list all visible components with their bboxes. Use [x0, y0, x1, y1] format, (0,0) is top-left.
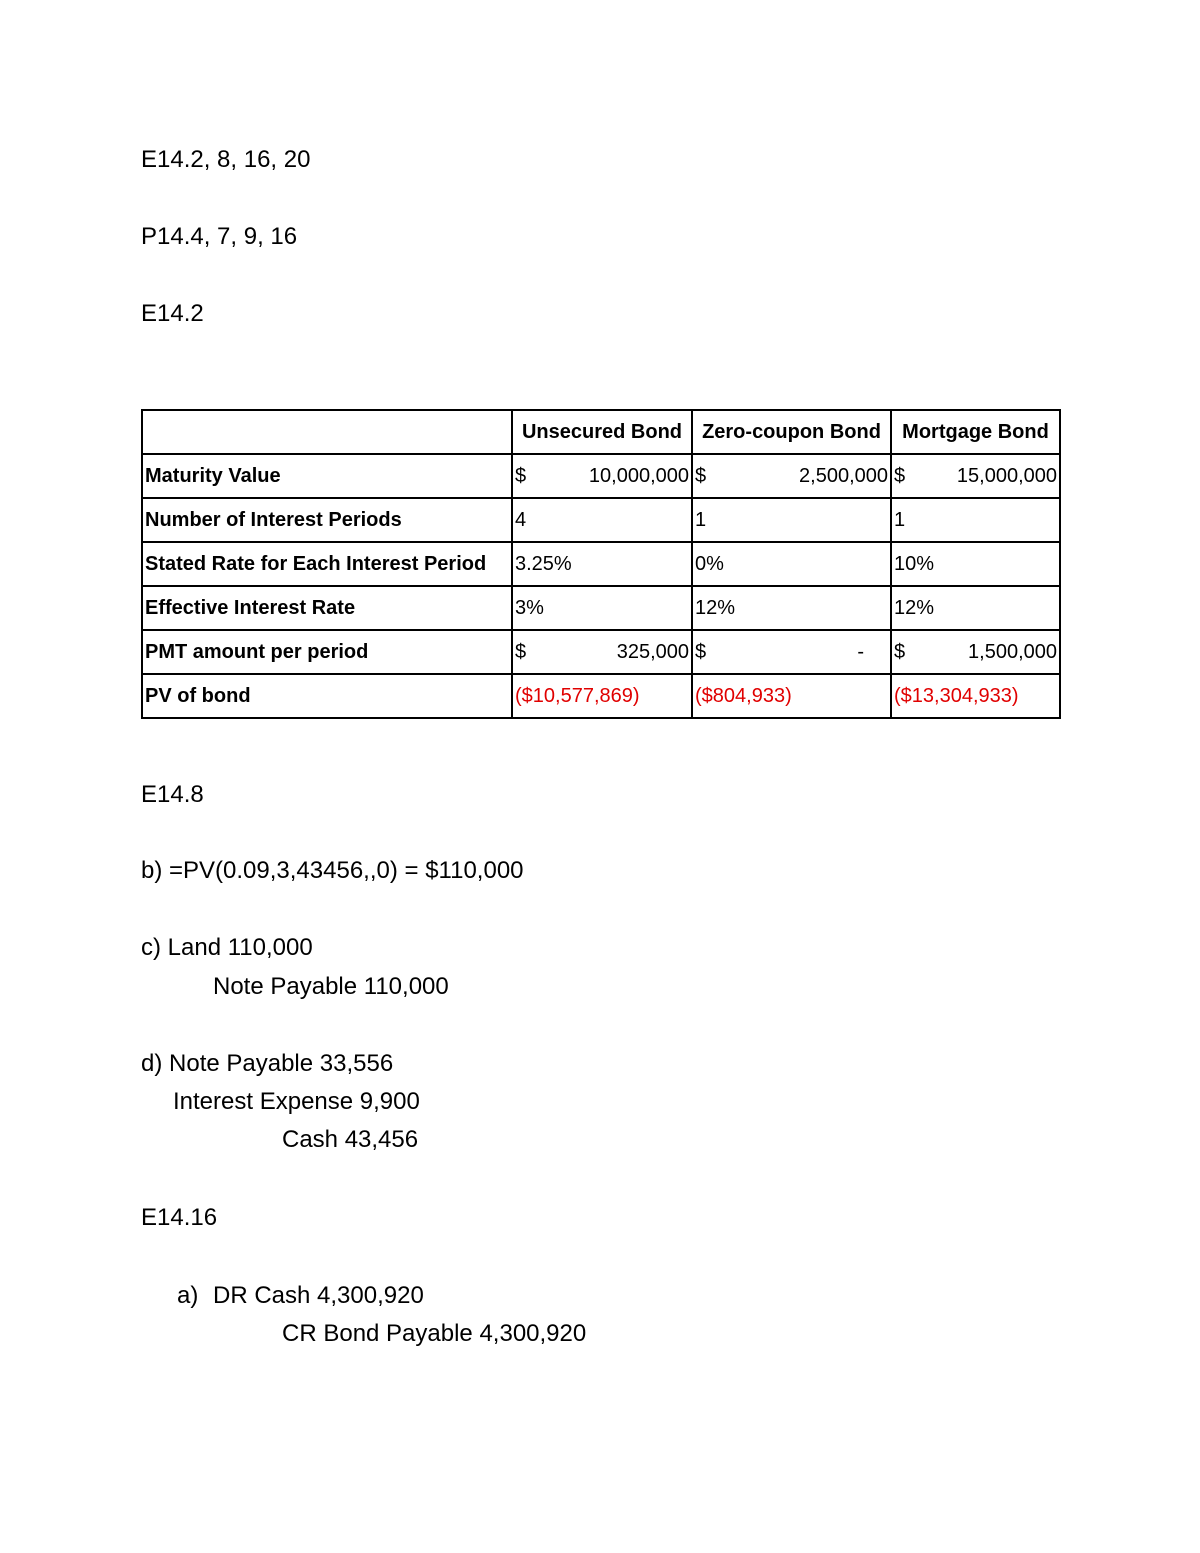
e14-8-part-b: b) =PV(0.09,3,43456,,0) = $110,000	[141, 857, 524, 884]
table-cell	[891, 454, 1060, 498]
table-row	[142, 630, 1060, 674]
table-cell	[692, 630, 891, 674]
currency-symbol: $	[695, 640, 707, 663]
table-cell: 4	[512, 498, 692, 542]
header-blank	[142, 410, 512, 454]
table-cell: 10%	[891, 542, 1060, 586]
table-row	[142, 674, 1060, 718]
cell-value: 15,000,000	[956, 464, 1057, 487]
row-label: PV of bond	[142, 674, 512, 718]
section-title-e14-16: E14.16	[141, 1204, 218, 1231]
row-label: Stated Rate for Each Interest Period	[142, 542, 512, 586]
header-zero-coupon-bond: Zero-coupon Bond	[692, 410, 891, 454]
table-cell: 1	[692, 498, 891, 542]
table-cell: 3%	[512, 586, 692, 630]
e14-8-part-d-credit: Cash 43,456	[282, 1126, 419, 1153]
e14-16-part-a-marker: a)	[177, 1282, 199, 1309]
table-cell	[512, 454, 692, 498]
currency-symbol: $	[695, 464, 707, 487]
row-label: Effective Interest Rate	[142, 586, 512, 630]
e14-8-part-d-debit-1: d) Note Payable 33,556	[141, 1050, 394, 1077]
header-unsecured-bond: Unsecured Bond	[512, 410, 692, 454]
table-row	[142, 542, 1060, 586]
cell-value: 325,000	[616, 640, 689, 663]
assignment-problems: P14.4, 7, 9, 16	[141, 223, 298, 250]
section-title-e14-2: E14.2	[141, 300, 204, 327]
section-title-e14-8: E14.8	[141, 781, 204, 808]
cell-value: 10,000,000	[588, 464, 689, 487]
table-row	[142, 498, 1060, 542]
e14-8-part-d-debit-2: Interest Expense 9,900	[173, 1088, 420, 1115]
e14-16-part-a-credit: CR Bond Payable 4,300,920	[282, 1320, 587, 1347]
table-cell: 1	[891, 498, 1060, 542]
currency-symbol: $	[894, 464, 906, 487]
table-cell	[891, 630, 1060, 674]
row-label: Number of Interest Periods	[142, 498, 512, 542]
table-cell	[512, 630, 692, 674]
table-cell: 12%	[891, 586, 1060, 630]
e14-8-part-c-debit: c) Land 110,000	[141, 934, 313, 961]
e14-16-part-a-debit: DR Cash 4,300,920	[213, 1282, 424, 1309]
table-row	[142, 586, 1060, 630]
row-label: Maturity Value	[142, 454, 512, 498]
cell-value: 2,500,000	[799, 464, 888, 487]
table-cell: 0%	[692, 542, 891, 586]
table-cell	[692, 454, 891, 498]
table-cell: ($13,304,933)	[891, 674, 1060, 718]
table-cell: 12%	[692, 586, 891, 630]
table-cell: 3.25%	[512, 542, 692, 586]
e14-8-part-c-credit: Note Payable 110,000	[213, 973, 449, 1000]
assignment-exercises: E14.2, 8, 16, 20	[141, 146, 311, 173]
row-label: PMT amount per period	[142, 630, 512, 674]
table-row	[142, 454, 1060, 498]
table-cell: ($804,933)	[692, 674, 891, 718]
table-cell: ($10,577,869)	[512, 674, 692, 718]
cell-value: 1,500,000	[968, 640, 1057, 663]
currency-symbol: $	[515, 464, 527, 487]
bond-table	[141, 409, 1061, 719]
header-mortgage-bond: Mortgage Bond	[891, 410, 1060, 454]
cell-value: -	[857, 640, 864, 663]
currency-symbol: $	[515, 640, 527, 663]
table-header-row	[142, 410, 1060, 454]
currency-symbol: $	[894, 640, 906, 663]
